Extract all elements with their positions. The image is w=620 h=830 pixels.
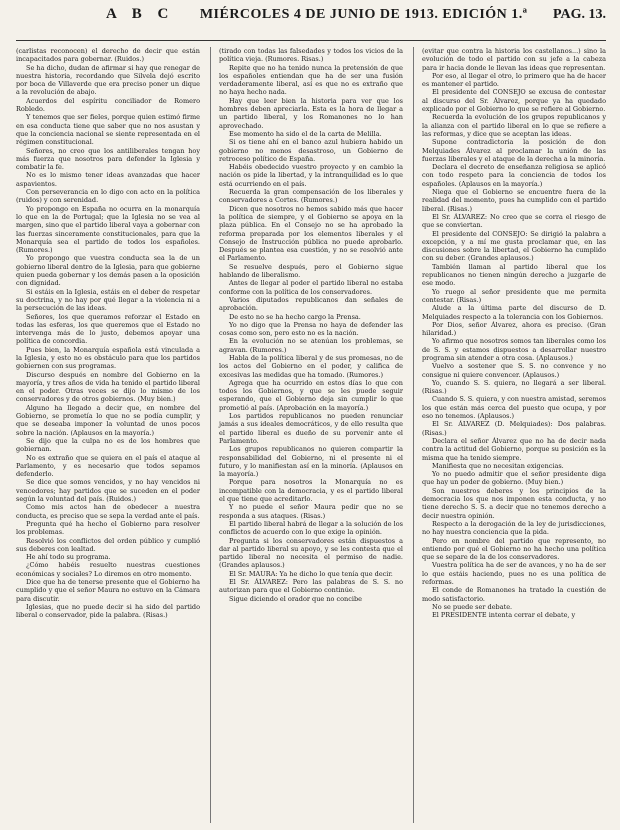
article-paragraph: Se dijo que la culpa no es de los hombres que gobiernan.: [16, 436, 200, 454]
column-2: [210, 47, 403, 823]
article-paragraph: Niega que el Gobierno se encuentre fuera de la realidad del momento, pues ha cumplido con el partido liberal. (Risas.): [422, 188, 606, 213]
article-paragraph: De esto no se ha hecho cargo la Prensa.: [229, 312, 361, 321]
article-paragraph: Los partidos republicanos no pueden renunciar jamás a sus ideales democráticos, y de ello resulta que el partido liberal es dueño de su porvenir ante el Parlamento.: [219, 412, 403, 445]
article-columns: [16, 47, 606, 823]
article-paragraph: Ese momento ha sido el de la carta de Melilla.: [229, 129, 382, 138]
article-paragraph: No se puede ser debate.: [432, 602, 513, 611]
article-paragraph: El Sr. ÁLVAREZ (D. Melquiades): Dos palabras. (Risas.): [422, 420, 606, 437]
article-paragraph: Yo propongo que vuestra conducta sea la de un gobierno liberal dentro de la Iglesia, para que gobierne quien pueda gobernar y los demás pasen a la oposición con dignidad.: [16, 254, 200, 288]
article-paragraph: Y tenemos que ser fieles, porque quien estimó firme en esa conducta tiene que saber que no nos asustan y que la conciencia nacional se siente representada en el régimen constitucional.: [16, 113, 200, 147]
article-paragraph: Se ha dicho, dudan de afirmar si hay que renegar de nuestra historia, recordando que Silvela dejó escrito por boca de Villaverde que era preciso poner un dique a la revolución de abajo.: [16, 63, 200, 97]
article-paragraph: Porque para nosotros la Monarquía no es incompatible con la democracia, y es el partido liberal el que tiene que acreditarlo.: [219, 478, 403, 504]
article-paragraph: Yo no puedo admitir que el señor presidente diga que hay un poder de gobierno. (Muy bien.): [422, 470, 606, 487]
article-paragraph: Yo, cuando S. S. quiera, no llegará a ser liberal. (Risas.): [422, 378, 606, 396]
article-paragraph: (tirado con todas las falsedades y todos los vicios de la política vieja. (Rumores. Risas.): [219, 47, 403, 64]
article-paragraph: Respecto a la derogación de la ley de jurisdicciones, no hay nuestra conciencia que la pida.: [422, 519, 606, 537]
article-paragraph: Por eso, al llegar el otro, lo primero que ha de hacer es mantener el partido.: [422, 71, 606, 89]
article-paragraph: (carlistas reconocen) el derecho de decir que están incapacitados para gobernar. (Ruidos.): [16, 47, 200, 64]
article-paragraph: Recuerda la gran compensación de los liberales y conservadores a Cortes. (Rumores.): [219, 188, 403, 205]
article-paragraph: Alude a la última parte del discurso de D. Melquiades respecto a la tolerancia con los Gobiernos.: [422, 304, 606, 321]
article-paragraph: Discurso después en nombre del Gobierno en la mayoría, y tres años de vida ha tenido el partido liberal en el poder. Otras veces se dijo lo mismo de los conservadores y de otros gobiernos. (Muy bien.): [16, 370, 200, 404]
article-paragraph: Pues bien, la Monarquía española está vinculada a la Iglesia, y esto no es obstáculo para que los partidos gobiernen con sus programas.: [16, 345, 200, 371]
article-paragraph: Se resuelve después, pero el Gobierno sigue hablando de liberalismo.: [219, 262, 403, 280]
article-paragraph: No es extraño que se quiera en el país el ataque al Parlamento, y es necesario que todos sepamos defenderlo.: [16, 453, 200, 479]
article-paragraph: Pero en nombre del partido que represento, no entiendo por qué el Gobierno no ha hecho una política que se separe de la de los conservadores.: [422, 536, 606, 562]
page-header: [16, 6, 606, 41]
article-paragraph: Se dice que somos vencidos, y no hay vencidos ni vencedores; hay partidos que se suceden en el poder según la voluntad del país. (Ruidos.): [16, 478, 200, 504]
article-paragraph: Yo propongo en España no ocurra en la monarquía lo que en la de Portugal; que la Iglesia no se vea al margen, sino que el partido liberal vaya a gobernar con las fuerzas sinceramente constitucionales, para que la Monarquía sea el partido de todos los españoles. (Rumores.): [16, 204, 200, 255]
article-paragraph: No es lo mismo tener ideas avanzadas que hacer aspavientos.: [16, 171, 200, 188]
article-paragraph: El conde de Romanones ha tratado la cuestión de modo satisfactorio.: [422, 586, 606, 603]
article-paragraph: Pregunta si los conservadores están dispuestos a dar al partido liberal su apoyo, y se les contesta que el partido liberal no necesita el permiso de nadie. (Grandes aplausos.): [219, 536, 403, 570]
article-paragraph: Pregunta qué ha hecho el Gobierno para resolver los problemas.: [16, 519, 200, 537]
article-paragraph: Yo afirmo que nosotros somos tan liberales como los de S. S. y estamos dispuestos a desarrollar nuestro programa sin atender a otra cosa. (Aplausos.): [422, 337, 606, 362]
article-paragraph: El presidente del CONSEJO se excusa de contestar al discurso del Sr. Álvarez, porque ya ha quedado explicado por el Gobierno lo que se refiere al Gobierno.: [422, 88, 606, 114]
article-paragraph: El Sr. ÁLVAREZ: No creo que se corra el riesgo de que se conviertan.: [422, 212, 606, 230]
article-paragraph: Cuando S. S. quiera, y con nuestra amistad, seremos los que están más cerca del puesto que ocupa, y por eso no tenemos. (Aplausos.): [422, 395, 606, 421]
article-paragraph: El presidente del CONSEJO: Se dirigió la palabra a excepción, y a mí me gusta proclamar que, en las discusiones sobre la libertad, el Gobierno ha cumplido con su deber. (Grandes aplausos.): [422, 229, 606, 263]
article-paragraph: Iglesias, que no puede decir si ha sido del partido liberal o conservador, pide la palabra. (Risas.): [16, 602, 200, 620]
article-paragraph: Varios diputados republicanos dan señales de aprobación.: [219, 295, 403, 313]
article-paragraph: Si os tiene ahí en el banco azul hubiera habido un gobierno no menos desastroso, un Gobierno de retroceso político de España.: [219, 138, 403, 163]
article-paragraph: Señores, los que queramos reforzar el Estado en todas las esferas, los que queremos que el Estado no intervenga más de lo justo, debemos apoyar una política de concordia.: [16, 312, 200, 346]
article-paragraph: Agrega que ha ocurrido en estos días lo que con todos los Gobiernos, y que se les puede seguir esperando, que el Gobierno deja sin cumplir lo que prometió al país. (Aprobación en la mayoría.): [219, 378, 403, 412]
article-paragraph: Señores, no creo que los antiliberales tengan hoy más fuerza que nosotros para defender la Iglesia y combatir la fe.: [16, 146, 200, 172]
article-paragraph: Dice que ha de tenerse presente que el Gobierno ha cumplido y que el señor Maura no estuvo en la Cámara para discutir.: [16, 578, 200, 603]
article-paragraph: Y no puede el señor Maura pedir que no se responda a sus ataques. (Risas.): [219, 503, 403, 520]
article-paragraph: Vuestra política ha de ser de avances, y no ha de ser lo que estáis haciendo, pues no es una política de reformas.: [422, 561, 606, 586]
publication-name: A B C: [106, 6, 175, 22]
article-paragraph: Sigue diciendo el orador que no concibe: [229, 594, 362, 603]
article-paragraph: Con perseverancia en lo digo con acto en la política (ruidos) y con serenidad.: [16, 188, 200, 205]
article-paragraph: Por Dios, señor Álvarez, ahora es preciso. (Gran hilaridad.): [422, 320, 606, 338]
article-paragraph: El PRESIDENTE intenta cerrar el debate, y: [432, 611, 576, 620]
article-paragraph: El partido liberal habrá de llegar a la solución de los conflictos de acuerdo con lo que exige la opinión.: [219, 519, 403, 537]
article-paragraph: Antes de llegar al poder el partido liberal no estaba conforme con la política de los conservadores.: [219, 279, 403, 296]
article-paragraph: Repite que no ha tenido nunca la pretensión de que los españoles entiendan que ha de ser una fusión verdaderamente liberal, así es que no es extraño que no haya hecho nada.: [219, 63, 403, 97]
article-paragraph: Habla de la política liberal y de sus promesas, no de los actos del Gobierno en el poder, y califica de excesivas las medidas que ha tomado. (Rumores.): [219, 353, 403, 379]
article-paragraph: Resolvió los conflictos del orden público y cumplió sus deberes con lealtad.: [16, 536, 200, 553]
column-1: [16, 47, 200, 823]
article-paragraph: Vuelvo a sostener que S. S. no convence y no consigue ni quiere convencer. (Aplausos.): [422, 362, 606, 379]
column-3: [413, 47, 606, 823]
issue-date: MIÉRCOLES 4 DE JUNIO DE 1913. EDICIÓN 1.ª: [199, 7, 528, 22]
article-paragraph: El Sr. MAURA: Ya he dicho lo que tenía que decir.: [229, 569, 393, 578]
article-paragraph: ¿Cómo habéis resuelto nuestras cuestiones económicas y sociales? Lo diremos en otro momento.: [16, 561, 200, 578]
article-paragraph: Habéis obedecido vuestro proyecto y en cambio la nación os pide la libertad, y la intranquilidad es lo que está ocurriendo en el país.: [219, 163, 403, 188]
article-paragraph: Dicen que nosotros no hemos sabido más que hacer la política de siempre, y el Gobierno se apoya en la plaza pública. En el Consejo no se ha aprobado la reforma preparada por los elementos liberales y el Consejo de Instrucción pública no puede aprobarlo. Después se plantea esa cuestión, y no se resolvió ante el Parlamento.: [219, 204, 403, 263]
article-paragraph: Manifiesta que no necesitan exigencias.: [432, 461, 564, 470]
page-number: PAG. 13.: [552, 7, 606, 22]
article-paragraph: He ahí todo su programa.: [26, 553, 111, 562]
article-paragraph: Yo ruego al señor presidente que me permita contestar. (Risas.): [422, 287, 606, 304]
article-paragraph: (evitar que contra la historia los castellanos...) sino la evolución de todo el partido con su jefe a la cabeza para ir hacia donde le llevan las ideas que representan.: [422, 47, 606, 72]
article-paragraph: Alguno ha llegado a decir que, en nombre del Gobierno, se prometía lo que no se podía cumplir, y que se deseaba imponer la voluntad de unos pocos sobre la nación. (Aplausos en la mayoría.): [16, 403, 200, 437]
article-paragraph: Recuerda la evolución de los grupos republicanos y la alianza con el partido liberal en lo que se refiere a las reformas, y dice que se aceptan las ideas.: [422, 113, 606, 138]
article-paragraph: En la evolución no se atenúan los problemas, se agravan. (Rumores.): [219, 337, 403, 354]
article-paragraph: Declara el señor Álvarez que no ha de decir nada contra la actitud del Gobierno, porque su posición es la misma que ha tenido siempre.: [422, 436, 606, 462]
article-paragraph: Declara el decreto de enseñanza religiosa se aplicó con todo respeto para la conciencia de todos los españoles. (Aplausos en la mayoría.): [422, 163, 606, 188]
article-paragraph: Yo no digo que la Prensa no haya de defender las cosas como son, pero esto no es la nación.: [219, 320, 403, 338]
article-paragraph: Acuerdos del espíritu conciliador de Romero Robledo.: [16, 96, 200, 114]
article-paragraph: Los grupos republicanos no quieren compartir la responsabilidad del Gobierno, ni el presente ni el futuro, y lo manifiestan así en la minoría. (Aplausos en la mayoría.): [219, 445, 403, 479]
article-paragraph: También llaman al partido liberal que los republicanos no tienen ningún derecho a juzgarle de ese modo.: [422, 262, 606, 288]
article-paragraph: El Sr. ÁLVAREZ: Pero las palabras de S. S. no autorizan para que el Gobierno continúe.: [219, 578, 403, 595]
article-paragraph: Supone contradictoria la posición de don Melquiades Álvarez al proclamar la unión de las fuerzas liberales y el ataque de la derecha a la minoría.: [422, 138, 606, 163]
article-paragraph: Hay que leer bien la historia para ver que los hombres deben apreciarla. Esta es la hora de llegar a un partido liberal, y los Romanones no lo han aprovechado.: [219, 96, 403, 130]
article-paragraph: Son nuestros deberes y los principios de la democracia los que nos imponen esta conducta, y no tiene derecho S. S. a decir que no tenemos derecho a decir nuestra opinión.: [422, 486, 606, 520]
article-paragraph: Si estáis en la Iglesia, estáis en el deber de respetar su doctrina, y no hay por qué llegar a la violencia ni a la persecución de las ideas.: [16, 287, 200, 313]
article-paragraph: Como mis actos han de obedecer a nuestra conducta, es preciso que se sepa la verdad ante el país.: [16, 503, 200, 520]
